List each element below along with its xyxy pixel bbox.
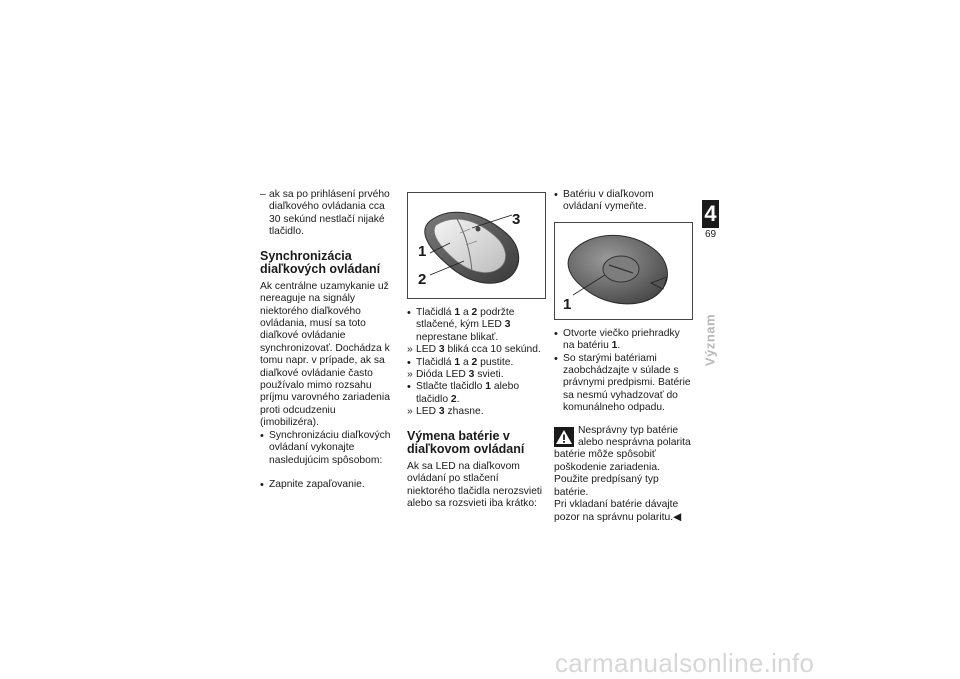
dash-item-text: ak sa po prihlásení prvého diaľkového ovládania cca 30 sekúnd nestlačí nijaké tlačidlo. [269,189,390,238]
ref-2: 2 [471,356,478,368]
polarity-line: Pri vkladaní batérie dávajte pozor na správnu polaritu. [554,499,679,523]
bullet-open-text: Otvorte viečko priehradky na batériu [563,327,680,352]
warning-text: Nesprávny typ batérie alebo nesprávna polarita batérie môže spôsobiť poškodenie zariadenia. [554,424,691,473]
bullet-sync-text: Synchronizáciu diaľkových ovládaní vykonajte nasledujúcim spôsobom: [269,429,391,466]
figure-battery-cover [554,222,693,320]
column-middle [407,189,547,510]
ref-1: 1 [454,356,461,368]
ref-3: 3 [468,369,475,381]
battery-cover-illustration [555,223,692,319]
ref-3: 3 [438,344,445,356]
step-text: LED [416,406,439,418]
side-label [697,300,723,380]
bullet-sync-steps [260,430,396,467]
bullet-open-text: . [617,340,621,352]
step-text: LED [416,344,439,356]
step-text: a [460,307,472,318]
dash-marker: – [260,189,266,200]
key-fob-illustration [408,193,545,298]
battery-type-line: Použite predpísaný typ batérie. [554,474,659,498]
bullet-ignition [260,479,396,491]
ref-2: 2 [450,393,457,405]
ref-1: 1 [485,381,491,393]
bullet-open-cover [554,328,694,353]
end-marker-icon: ◀ [673,511,681,523]
step-text: alebo tlačidlo [416,381,520,405]
step-text: a [460,356,472,368]
ref-3: 3 [438,406,445,418]
figure-label-2: 2 [418,271,427,288]
ref-3: 3 [504,319,511,331]
chapter-tab: 4 [702,200,719,228]
bullet-marker: • [260,429,264,442]
step-text: podržte stlačené, kým LED [416,307,515,331]
step-2 [407,357,547,369]
step-text: Tlačidlá [416,307,455,318]
figure-label-3: 3 [512,211,521,228]
step-1 [407,307,547,344]
ref-1: 1 [611,340,618,352]
battery-paragraph: Ak sa LED na diaľkovom ovládaní po stlačení niektorého tlačidla nerozsvieti alebo sa rozsvieti iba krátko: [407,460,543,510]
step-marker: • [407,381,411,394]
column-right [554,189,694,524]
warning-block [554,425,694,475]
figure-label-1: 1 [563,295,572,313]
step-text: neprestane blikať. [416,331,499,343]
bullet-dispose [554,353,694,415]
step-3 [407,381,547,406]
watermark: carmanualsonline.info [555,648,815,678]
warning-icon [554,427,574,447]
page-number: 69 [704,229,717,240]
result-marker: » [407,344,413,356]
side-label-text: Význam [702,313,718,367]
figure-key-fob [407,192,546,299]
bullet-marker: • [554,352,558,365]
heading-synchronizacia: Synchronizácia diaľkových ovládaní [260,248,381,277]
heading-vymena-baterie: Výmena batérie v diaľkovom ovládaní [407,428,525,457]
figure-label-1: 1 [418,243,427,260]
bullet-ignition-text: Zapnite zapaľovanie. [269,478,365,490]
bullet-dispose-text: So starými batériami zaobchádzajte v súlade s právnymi predpismi. Batérie sa nesmú vyhadzovať do komunálneho odpadu. [563,352,691,414]
bullet-marker: • [554,189,558,201]
column-left [260,189,396,491]
step-marker: • [407,356,411,369]
step-text: svieti. [474,369,504,381]
result-2 [407,369,547,381]
ref-2: 2 [471,307,478,318]
ref-1: 1 [454,307,461,318]
dash-item [260,189,396,239]
result-3 [407,406,547,418]
step-text: zhasne. [444,406,484,418]
step-text: . [456,393,460,405]
bullet-marker: • [260,478,264,491]
step-marker: • [407,307,411,319]
result-marker: » [407,406,413,418]
result-1 [407,344,547,356]
result-marker: » [407,369,413,381]
bullet-marker: • [554,327,558,340]
step-text: Stlačte tlačidlo [416,381,486,393]
step-text: Dióda LED [416,369,469,381]
sync-paragraph: Ak centrálne uzamykanie už nereaguje na signály niektorého diaľkového ovládania, musí sa toto diaľkové ovládanie synchronizovať. Dochádza k tomu napr. v prípade, ak sa diaľkové ovládanie často používalo mimo rozsahu príjmu varovného zariadenia proti odcudzeniu (imobilizéra). [260,280,390,429]
bullet-replace-battery [554,189,694,214]
step-text: Tlačidlá [416,356,455,368]
step-text: bliká cca 10 sekúnd. [444,344,541,356]
step-text: pustite. [477,356,514,368]
bullet-replace-text: Batériu v diaľkovom ovládaní vymeňte. [563,189,654,213]
